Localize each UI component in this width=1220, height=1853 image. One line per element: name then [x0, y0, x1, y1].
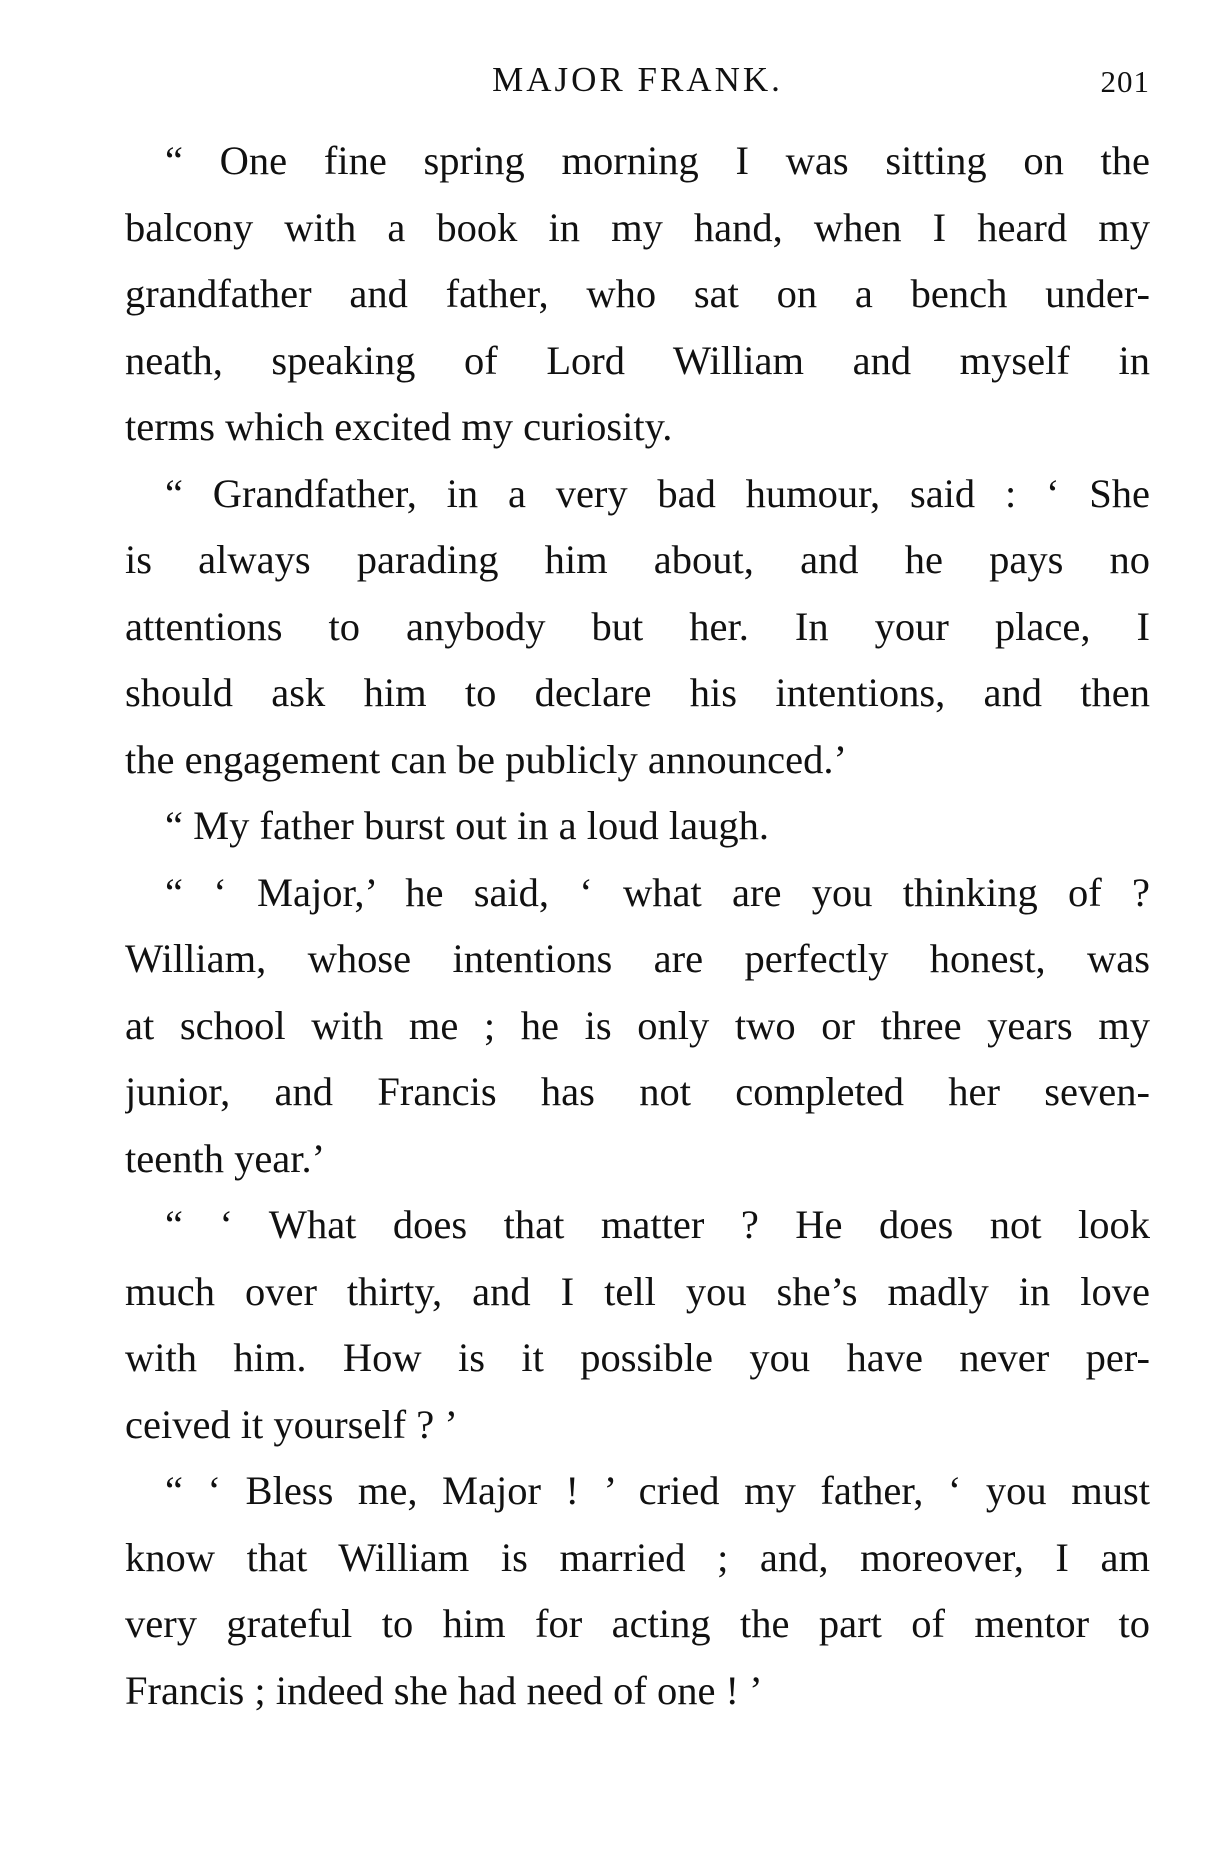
text-line: Francis ; indeed she had need of one ! ’ — [125, 1667, 763, 1713]
text-line: “ My father burst out in a loud laugh. — [165, 803, 769, 848]
text-line: very grateful to him for acting the part of mentor to — [125, 1601, 1150, 1646]
text-line: “ Grandfather, in a very bad humour, said : ‘ She — [165, 470, 1150, 516]
paragraph — [125, 793, 1150, 860]
text-line: neath, speaking of Lord William and myself in — [125, 337, 1150, 383]
text-line: William, whose intentions are perfectly honest, was — [125, 936, 1150, 981]
text-line: “ ‘ Major,’ he said, ‘ what are you thinking of ? — [165, 869, 1150, 915]
paragraph — [125, 860, 1150, 1193]
text-line: ceived it yourself ? ’ — [125, 1401, 458, 1447]
paragraph — [125, 128, 1150, 461]
text-line: should ask him to declare his intentions, and then — [125, 670, 1150, 715]
text-line: junior, and Francis has not completed her seven- — [125, 1069, 1150, 1114]
running-head — [125, 55, 1150, 105]
paragraph — [125, 461, 1150, 794]
body-text — [125, 128, 1150, 1724]
text-line: “ ‘ Bless me, Major ! ’ cried my father, ‘ you must — [165, 1468, 1150, 1513]
text-line: terms which excited my curiosity. — [125, 404, 673, 449]
text-line: is always parading him about, and he pays no — [125, 537, 1150, 582]
text-line: at school with me ; he is only two or three years my — [125, 1002, 1150, 1048]
text-line: with him. How is it possible you have never per- — [125, 1335, 1150, 1380]
text-line: grandfather and father, who sat on a bench under- — [125, 271, 1150, 316]
text-line: teenth year.’ — [125, 1135, 326, 1181]
text-line: the engagement can be publicly announced.’ — [125, 736, 847, 782]
text-line: “ ‘ What does that matter ? He does not look — [165, 1202, 1150, 1247]
text-line: much over thirty, and I tell you she’s madly in love — [125, 1268, 1150, 1314]
text-line: know that William is married ; and, moreover, I am — [125, 1534, 1150, 1580]
text-line: balcony with a book in my hand, when I heard my — [125, 204, 1150, 250]
paragraph — [125, 1458, 1150, 1724]
running-title: MAJOR FRANK. — [492, 60, 783, 99]
text-line: “ One fine spring morning I was sitting on the — [165, 138, 1150, 183]
page-number: 201 — [1100, 64, 1150, 99]
text-line: attentions to anybody but her. In your place, I — [125, 603, 1150, 649]
paragraph — [125, 1192, 1150, 1458]
